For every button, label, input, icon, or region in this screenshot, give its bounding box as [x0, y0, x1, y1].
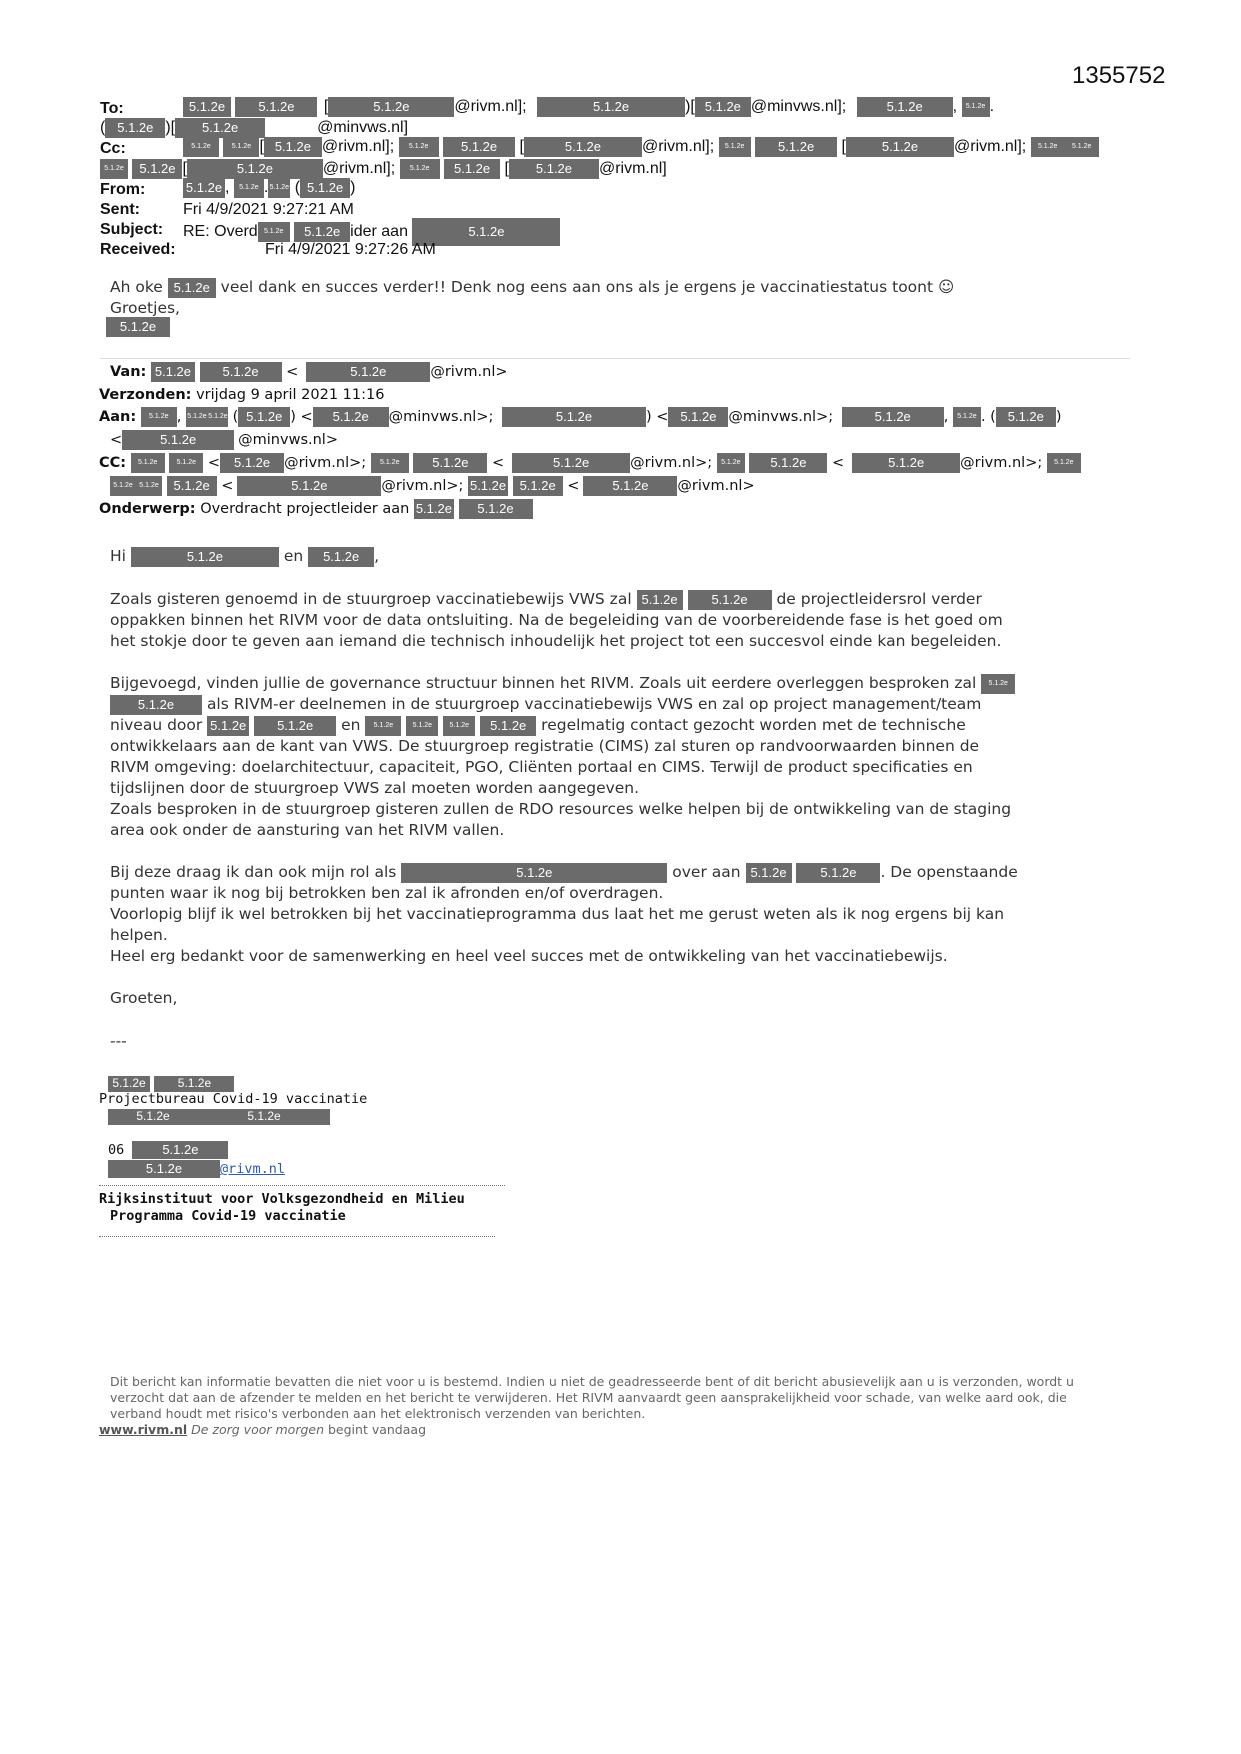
redaction-box: 5.1.2e [100, 159, 128, 179]
paragraph-3-line-4: helpen. [110, 926, 168, 944]
redaction-box: 5.1.2e [755, 137, 837, 157]
disclaimer-line-3: verband houdt met risico's verbonden aan het elektronisch verzenden van berichten. [110, 1406, 646, 1421]
redaction-box: 5.1.2e [106, 317, 170, 337]
redaction-box: 5.1.2e [996, 407, 1056, 427]
redaction-box: 5.1.2e [719, 137, 751, 157]
onderwerp-line [99, 499, 533, 520]
to-recipients: 5.1.2e 5.1.2e [ 5.1.2e @rivm.nl]; 5.1.2e )[ 5.1.2e @minvws.nl]; 5.1.2e , 5.1.2e . [183, 97, 994, 117]
redaction-box: 5.1.2e [154, 1076, 234, 1092]
email-domain: @rivm.nl]; [641, 138, 715, 156]
redaction-box: 5.1.2e [857, 97, 953, 117]
redaction-box: 5.1.2e [695, 97, 751, 117]
email-domain: @minvws.nl>; [728, 409, 834, 425]
redaction-box: 5.1.2e [108, 1109, 198, 1125]
redaction-box: 5.1.2e [183, 137, 219, 157]
redaction-box: 5.1.2e [264, 137, 322, 157]
paragraph-2-line-1 [110, 673, 1015, 694]
redaction-box: 5.1.2e [254, 716, 336, 736]
redaction-box: 5.1.2e [183, 97, 231, 117]
redaction-box: 5.1.2e [749, 453, 827, 473]
paragraph-3-line-5: Heel erg bedankt voor de samenwerking en heel veel succes met de ontwikkeling van het vaccinatiebewijs. [110, 947, 948, 965]
aan-line: Aan: 5.1.2e , 5.1.2e 5.1.2e ( 5.1.2e ) < 5.1.2e @minvws.nl>; 5.1.2e ) < 5.1.2e @minvws.nl>; 5.1.2e , 5.1.2e . ( 5.1.2e ) [99, 409, 1062, 425]
site-link[interactable]: www.rivm.nl [99, 1422, 188, 1437]
reply-greeting: Groetjes, [110, 299, 180, 317]
redaction-box: 5.1.2e [258, 222, 290, 242]
paragraph-2-line-8: area ook onder de aansturing van het RIVM vallen. [110, 821, 505, 839]
redaction-box: 5.1.2e [443, 137, 515, 157]
redaction-box: 5.1.2e [234, 178, 264, 198]
redaction-box: 5.1.2e [136, 476, 162, 496]
paragraph-1-line-3: het stokje door te geven aan iemand die technisch inhoudelijk het project tot een succesvol einde kan begeleiden. [110, 632, 1002, 650]
reply-line [110, 277, 954, 298]
verzonden-value: vrijdag 9 april 2021 11:16 [196, 387, 385, 403]
hi-text: Hi [110, 547, 126, 565]
redaction-box: 5.1.2e [105, 118, 165, 138]
redaction-box: 5.1.2e [717, 453, 745, 473]
redaction-box: 5.1.2e [108, 1076, 150, 1092]
subject-label-wrap [100, 220, 163, 240]
redaction-box: 5.1.2e [235, 97, 317, 117]
to-label: To: [100, 100, 124, 117]
paragraph-3-line-1 [110, 862, 1018, 883]
email-domain: @minvws.nl> [238, 432, 338, 448]
redaction-box: 5.1.2e [207, 716, 249, 736]
redaction-box: 5.1.2e [198, 1109, 330, 1125]
paragraph-1-line-2: oppakken binnen het RIVM voor de data ontsluiting. Na de begeleiding van de voorbereidende fase is het goed om [110, 611, 1003, 629]
redaction-box: 5.1.2e [300, 178, 350, 198]
redaction-box: 5.1.2e [746, 863, 792, 883]
redaction-box: 5.1.2e [400, 159, 440, 179]
email-domain: @rivm.nl>; [381, 478, 464, 494]
to-line [100, 99, 124, 119]
redaction-box: 5.1.2e [509, 159, 599, 179]
redaction-box: 5.1.2e [306, 362, 430, 382]
redaction-box: 5.1.2e [412, 218, 560, 246]
signature-dept: Projectbureau Covid-19 vaccinatie [99, 1091, 368, 1107]
paragraph-2-line-4: ontwikkelaars aan de kant van VWS. De stuurgroep registratie (CIMS) zal sturen op randvoorwaarden binnen de [110, 737, 980, 755]
redaction-box: 5.1.2e [401, 863, 667, 883]
signature-email [108, 1160, 285, 1178]
received-label: Received: [100, 241, 176, 258]
redaction-box: 5.1.2e [175, 118, 265, 138]
email-domain: @minvws.nl]; [750, 98, 847, 116]
redaction-box: 5.1.2e [444, 159, 500, 179]
verzonden-label: Verzonden: [99, 387, 192, 403]
redaction-box: 5.1.2e [169, 453, 203, 473]
p2-text-b: als RIVM-er deelnemen in de stuurgroep vaccinatiebewijs VWS en zal op project management/team [206, 695, 982, 713]
redaction-box: 5.1.2e [371, 453, 409, 473]
redaction-box: 5.1.2e [842, 407, 944, 427]
redaction-box: 5.1.2e [413, 453, 487, 473]
divider [100, 358, 1130, 359]
redaction-box: 5.1.2e [308, 547, 374, 567]
redaction-box: 5.1.2e [1031, 137, 1065, 157]
redaction-box: 5.1.2e [414, 499, 454, 519]
en-text: en [283, 547, 304, 565]
redaction-box: 5.1.2e [796, 863, 880, 883]
reply-text-a: Ah oke [110, 278, 163, 296]
email-domain: @rivm.nl]; [322, 160, 396, 178]
paragraph-2-line-7: Zoals besproken in de stuurgroep gisteren zullen de RDO resources welke helpen bij de ontwikkeling van de staging [110, 800, 1012, 818]
p2-text-c2: en [341, 716, 361, 734]
from-label: From: [100, 181, 146, 198]
redaction-box: 5.1.2e [294, 222, 350, 242]
redaction-box: 5.1.2e [131, 547, 279, 567]
redaction-box: 5.1.2e [187, 159, 323, 179]
cc-recipients-cont: 5.1.2e 5.1.2e [ 5.1.2e @rivm.nl]; 5.1.2e 5.1.2e [ 5.1.2e @rivm.nl] [100, 159, 667, 179]
redaction-box: 5.1.2e [110, 476, 136, 496]
redaction-box: 5.1.2e [183, 178, 225, 198]
redaction-box: 5.1.2e [365, 716, 401, 736]
redaction-box: 5.1.2e [953, 407, 981, 427]
signature-phone [108, 1141, 228, 1159]
p3-text-c: . De openstaande [880, 863, 1018, 881]
disclaimer-line-1: Dit bericht kan informatie bevatten die niet voor u is bestemd. Indien u niet de geadresseerde bent of dit bericht abusievelijk aan u is verzonden, wordt u [110, 1374, 1074, 1389]
redaction-box: 5.1.2e [238, 407, 290, 427]
subject-mid: ider aan [350, 223, 408, 241]
cc-label: Cc: [100, 140, 126, 157]
tagline-rest: begint vandaag [328, 1422, 426, 1437]
redaction-box: 5.1.2e [637, 590, 683, 610]
redaction-box: 5.1.2e [583, 476, 677, 496]
redaction-box: 5.1.2e [268, 178, 290, 198]
email-domain: @rivm.nl] [598, 160, 667, 178]
reply-signoff [106, 317, 170, 337]
redaction-box: 5.1.2e [132, 159, 182, 179]
email-link[interactable]: @rivm.nl [220, 1161, 286, 1177]
email-domain: @rivm.nl]; [954, 138, 1027, 156]
redaction-box: 5.1.2e [480, 716, 536, 736]
p3-text-a: Bij deze draag ik dan ook mijn rol als [110, 863, 397, 881]
redaction-box: 5.1.2e [151, 362, 195, 382]
to-recipients-cont: ( 5.1.2e )[ 5.1.2e 5.1.2e @minvws.nl] [100, 119, 409, 137]
redaction-box: 5.1.2e [468, 476, 508, 496]
redaction-box: 5.1.2e [141, 407, 177, 427]
sent-label: Sent: [100, 201, 140, 218]
paragraph-3-line-3: Voorlopig blijf ik wel betrokken bij het vaccinatieprogramma dus laat het me gerust weten als ik nog ergens bij kan [110, 905, 1005, 923]
from-label-wrap [100, 180, 145, 200]
redaction-box: 5.1.2e [513, 476, 563, 496]
received-value: Fri 4/9/2021 9:27:26 AM [265, 241, 436, 258]
redaction-box: 5.1.2e [167, 476, 217, 496]
from-value: 5.1.2e , 5.1.2e .5.1.2e ( 5.1.2e ) [183, 178, 355, 198]
tagline-italic: De zorg voor morgen [191, 1422, 325, 1437]
sent-value: Fri 4/9/2021 9:27:21 AM [183, 201, 354, 218]
p2-text-a: Bijgevoegd, vinden jullie de governance structuur binnen het RIVM. Zoals uit eerdere overleggen besproken zal [110, 674, 977, 692]
redaction-box: 5.1.2e [537, 97, 685, 117]
redaction-box: 5.1.2e [186, 407, 208, 427]
redaction-box: 5.1.2e [132, 1141, 228, 1159]
paragraph-2-line-3 [110, 715, 966, 736]
disclaimer-line-2: verzocht dat aan de afzender te melden en het bericht te verwijderen. Het RIVM aanvaardt geen aansprakelijkheid voor schade, van welke aard ook, die [110, 1390, 1067, 1405]
p3-text-b: over aan [672, 863, 741, 881]
redaction-box: 5.1.2e [237, 476, 381, 496]
redaction-box: 5.1.2e [981, 674, 1015, 694]
redaction-box: 5.1.2e [459, 499, 533, 519]
redaction-box: 5.1.2e [1047, 453, 1081, 473]
site-line [99, 1422, 426, 1438]
redaction-box: 5.1.2e [688, 590, 772, 610]
email-domain: @rivm.nl>; [284, 455, 367, 471]
redaction-box: 5.1.2e [524, 137, 642, 157]
redaction-box: 5.1.2e [406, 716, 438, 736]
email-domain: @rivm.nl> [677, 478, 755, 494]
redaction-box: 5.1.2e [313, 407, 389, 427]
van-label: Van: [110, 364, 147, 380]
redaction-box: 5.1.2e [208, 407, 228, 427]
cc-label-original: CC: [99, 455, 127, 471]
dotted-divider [99, 1236, 495, 1237]
redaction-box: 5.1.2e [668, 407, 728, 427]
sent-label-wrap [100, 200, 140, 220]
cc-line: CC: 5.1.2e 5.1.2e < 5.1.2e @rivm.nl>; 5.1.2e 5.1.2e < 5.1.2e @rivm.nl>; 5.1.2e 5.1.2e < 5.1.2e @rivm.nl>; 5.1.2e [99, 453, 1081, 474]
van-line: Van: 5.1.2e 5.1.2e < 5.1.2e @rivm.nl> [110, 364, 508, 380]
aan-label: Aan: [99, 409, 137, 425]
dotted-divider [99, 1185, 505, 1186]
p2-text-c3: regelmatig contact gezocht worden met de technische [541, 716, 966, 734]
redaction-box: 5.1.2e [131, 453, 165, 473]
closing: Groeten, [110, 989, 178, 1007]
redaction-box: 5.1.2e [399, 137, 439, 157]
redaction-box: 5.1.2e [223, 137, 259, 157]
paragraph-3-line-2: punten waar ik nog bij betrokken ben zal ik afronden en/of overdragen. [110, 884, 664, 902]
subject-label: Subject: [100, 221, 164, 238]
redaction-box: 5.1.2e [443, 716, 475, 736]
paragraph-2-line-5: RIVM omgeving: doelarchitectuur, capaciteit, PGO, Cliënten portaal en CIMS. Terwijl de product specificaties en [110, 758, 973, 776]
onderwerp-label: Onderwerp: [99, 501, 196, 517]
redaction-box: 5.1.2e [200, 362, 282, 382]
p1-text-a: Zoals gisteren genoemd in de stuurgroep vaccinatiebewijs VWS zal [110, 590, 632, 608]
redaction-box: 5.1.2e [122, 430, 234, 450]
received-label-wrap [100, 240, 176, 260]
paragraph-2-line-6: tijdslijnen door de stuurgroep VWS zal moeten worden aangegeven. [110, 779, 640, 797]
cc-line-cont: 5.1.2e 5.1.2e 5.1.2e < 5.1.2e @rivm.nl>; 5.1.2e 5.1.2e < 5.1.2e @rivm.nl> [110, 476, 755, 497]
redaction-box: 5.1.2e [108, 1160, 220, 1178]
email-domain: @rivm.nl]; [321, 138, 395, 156]
redaction-box: 5.1.2e [512, 453, 630, 473]
subject-prefix: RE: Overd [183, 223, 258, 241]
org-name: Rijksinstituut voor Volksgezondheid en Milieu [99, 1191, 465, 1207]
redaction-box: 5.1.2e [328, 97, 454, 117]
email-domain: @rivm.nl> [430, 364, 508, 380]
redaction-box: 5.1.2e [110, 695, 202, 715]
salutation: Hi 5.1.2e en 5.1.2e , [110, 547, 380, 565]
email-domain: @minvws.nl] [317, 119, 409, 137]
paragraph-2-line-2 [110, 694, 981, 715]
onderwerp-value: Overdracht projectleider aan [200, 501, 410, 517]
signature-role [108, 1108, 330, 1126]
p2-text-c: niveau door [110, 716, 203, 734]
redaction-box: 5.1.2e [846, 137, 954, 157]
p1-text-b: de projectleidersrol verder [776, 590, 982, 608]
redaction-box: 5.1.2e [168, 278, 216, 298]
redaction-box: 5.1.2e [1065, 137, 1099, 157]
program-name: Programma Covid-19 vaccinatie [110, 1208, 346, 1224]
redaction-box: 5.1.2e [852, 453, 960, 473]
email-domain: @rivm.nl>; [630, 455, 713, 471]
redaction-box: 5.1.2e [502, 407, 646, 427]
redaction-box: 5.1.2e [220, 453, 284, 473]
signature-separator: --- [110, 1032, 127, 1050]
verzonden-line [99, 385, 384, 406]
email-domain: @rivm.nl]; [454, 98, 527, 116]
paragraph-1-line-1 [110, 589, 982, 610]
email-domain: @minvws.nl>; [388, 409, 494, 425]
cc-label-wrap [100, 139, 126, 159]
reply-text-b: veel dank en succes verder!! Denk nog eens aan ons als je ergens je vaccinatiestatus toont ☺ [220, 278, 955, 296]
cc-recipients: 5.1.2e 5.1.2e [ 5.1.2e @rivm.nl]; 5.1.2e 5.1.2e [ 5.1.2e @rivm.nl]; 5.1.2e 5.1.2e [ 5.1.2e @rivm.nl]; 5.1.2e 5.1.2e [183, 137, 1099, 157]
redaction-box: 5.1.2e [962, 97, 990, 117]
phone-prefix: 06 [108, 1142, 125, 1158]
aan-line-cont: < 5.1.2e @minvws.nl> [110, 432, 338, 448]
document-number: 1355752 [1072, 62, 1166, 89]
email-domain: @rivm.nl>; [960, 455, 1043, 471]
